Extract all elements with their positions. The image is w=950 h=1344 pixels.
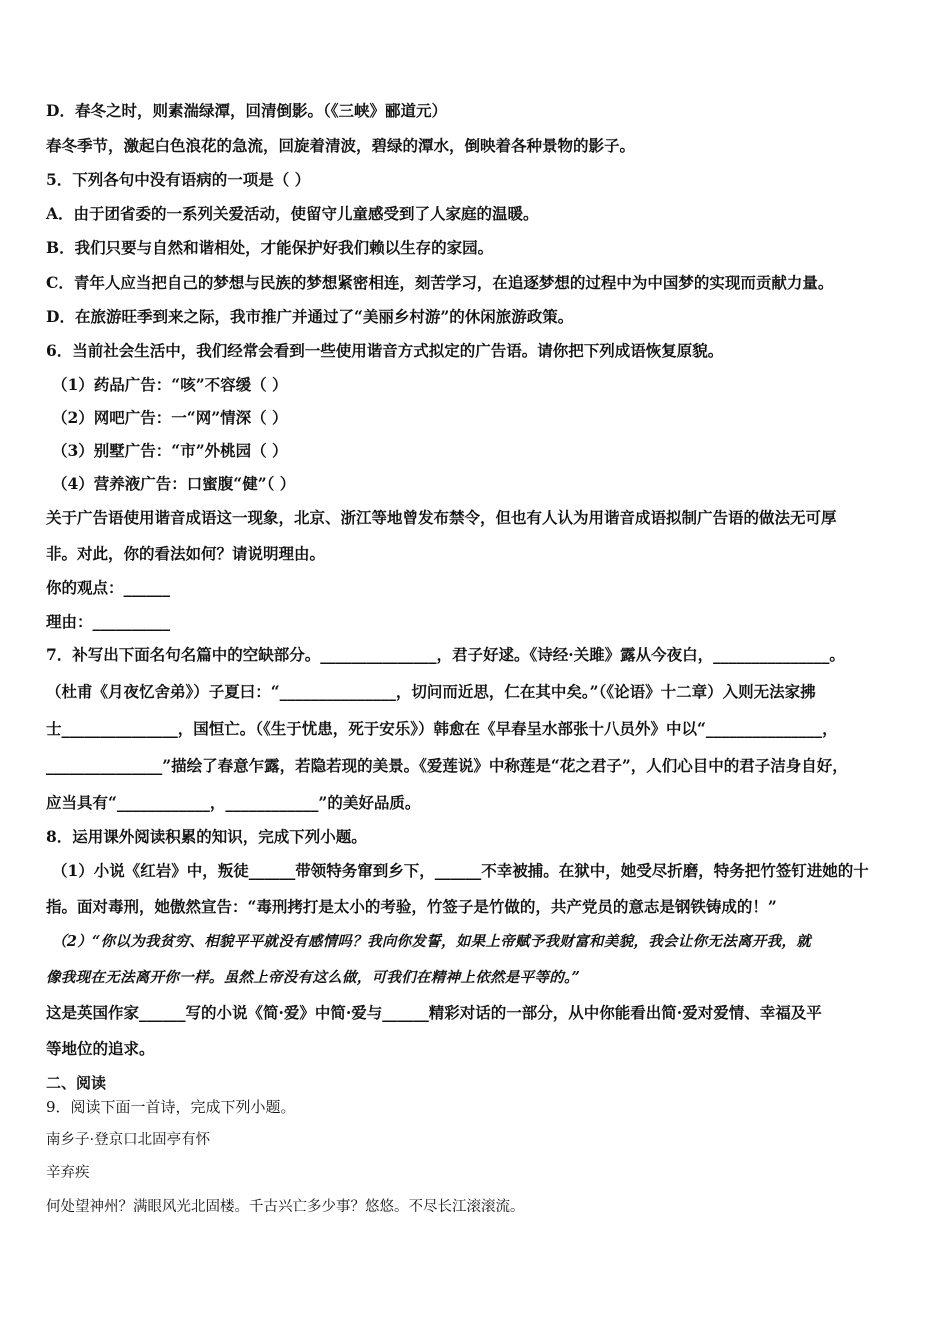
poem-line-1: 何处望神州？满眼风光北固楼。千古兴亡多少事？悠悠。不尽长江滚滚流。 <box>46 1199 525 1215</box>
q6-item-3: （3）别墅广告：“市”外桃园（ ） <box>52 441 288 460</box>
poem-title: 南乡子·登京口北固亭有怀 <box>46 1132 211 1148</box>
q5-option-c: C．青年人应当把自己的梦想与民族的梦想紧密相连，刻苦学习，在追逐梦想的过程中为中国梦的实现而贡献力量。 <box>46 273 834 292</box>
question-9: 9．阅读下面一首诗，完成下列小题。 <box>46 1098 296 1116</box>
question-7-line-3: 士_______________，国恒亡。（《生于忧患，死于安乐》）韩愈在《早春呈水部张十八员外》中以“_______________， <box>46 719 838 738</box>
question-7-line-4: _______________”描绘了春意乍露，若隐若现的美景。《爱莲说》中称莲是“花之君子”，人们心目中的君子洁身自好， <box>46 756 848 775</box>
question-7-line-2: （杜甫《月夜忆舍弟》）子夏曰：“_______________，切问而近思，仁在其中矣。”（《论语》十二章）入则无法家拂 <box>46 682 816 701</box>
q6-item-1: （1）药品广告：“咳”不容缓（ ） <box>52 375 288 394</box>
question-7-line-1: 7．补写出下面名句名篇中的空缺部分。_______________，君子好逑。《诗经·关雎》露从今夜白，_______________。 <box>46 645 845 664</box>
q8-part-2-quote-line-1: （2）“你以为我贫穷、相貌平平就没有感情吗？我向你发誓，如果上帝赋予我财富和美貌，我会让你无法离开我，就 <box>52 933 812 950</box>
q6-paragraph-line-2: 非。对此，你的看法如何？请说明理由。 <box>46 544 326 563</box>
section-reading-heading: 二、阅读 <box>46 1074 107 1092</box>
question-8: 8．运用课外阅读积累的知识，完成下列小题。 <box>46 827 367 846</box>
q8-part-2-line-3: 这是英国作家______写的小说《简·爱》中简·爱与______精彩对话的一部分，从中你能看出简·爱对爱情、幸福及平 <box>46 1003 822 1022</box>
q6-view-answer: 你的观点：______ <box>46 578 171 597</box>
q6-paragraph-line-1: 关于广告语使用谐音成语这一现象，北京、浙江等地曾发布禁令，但也有人认为用谐音成语拟制广告语的做法无可厚 <box>46 508 837 527</box>
q8-part-1-line-1: （1）小说《红岩》中，叛徒______带领特务窜到乡下，______不幸被捕。在狱中，她受尽折磨，特务把竹签钉进她的十 <box>52 861 869 880</box>
poem-author: 辛弃疾 <box>46 1165 90 1181</box>
q8-part-2-quote-line-2: 像我现在无法离开你一样。虽然上帝没有这么做，可我们在精神上依然是平等的。” <box>46 969 581 986</box>
option-d: D．春冬之时，则素湍绿潭，回清倒影。（《三峡》郦道元） <box>46 101 447 120</box>
q6-reason-answer: 理由：__________ <box>46 612 171 631</box>
q5-option-b: B．我们只要与自然和谐相处，才能保护好我们赖以生存的家园。 <box>46 238 494 257</box>
option-d-translation: 春冬季节，激起白色浪花的急流，回旋着清波，碧绿的潭水，倒映着各种景物的影子。 <box>46 136 636 155</box>
question-5: 5．下列各句中没有语病的一项是（ ） <box>46 170 311 189</box>
question-6: 6．当前社会生活中，我们经常会看到一些使用谐音方式拟定的广告语。请你把下列成语恢复原貌。 <box>46 341 724 360</box>
q6-item-2: （2）网吧广告：一“网”情深（ ） <box>52 408 288 427</box>
q5-option-a: A．由于团省委的一系列关爱活动，使留守儿童感受到了人家庭的温暖。 <box>46 204 539 223</box>
q5-option-d: D．在旅游旺季到来之际，我市推广并通过了“美丽乡村游”的休闲旅游政策。 <box>46 307 574 326</box>
question-7-line-5: 应当具有“____________，____________”的美好品质。 <box>46 793 421 812</box>
q6-item-4: （4）营养液广告：口蜜腹“健”（ ） <box>52 474 296 493</box>
q8-part-2-line-4: 等地位的追求。 <box>46 1039 155 1058</box>
q8-part-1-line-2: 指。面对毒刑，她傲然宣告：“毒刑拷打是太小的考验，竹签子是竹做的，共产党员的意志是钢铁铸成的！” <box>46 897 777 916</box>
